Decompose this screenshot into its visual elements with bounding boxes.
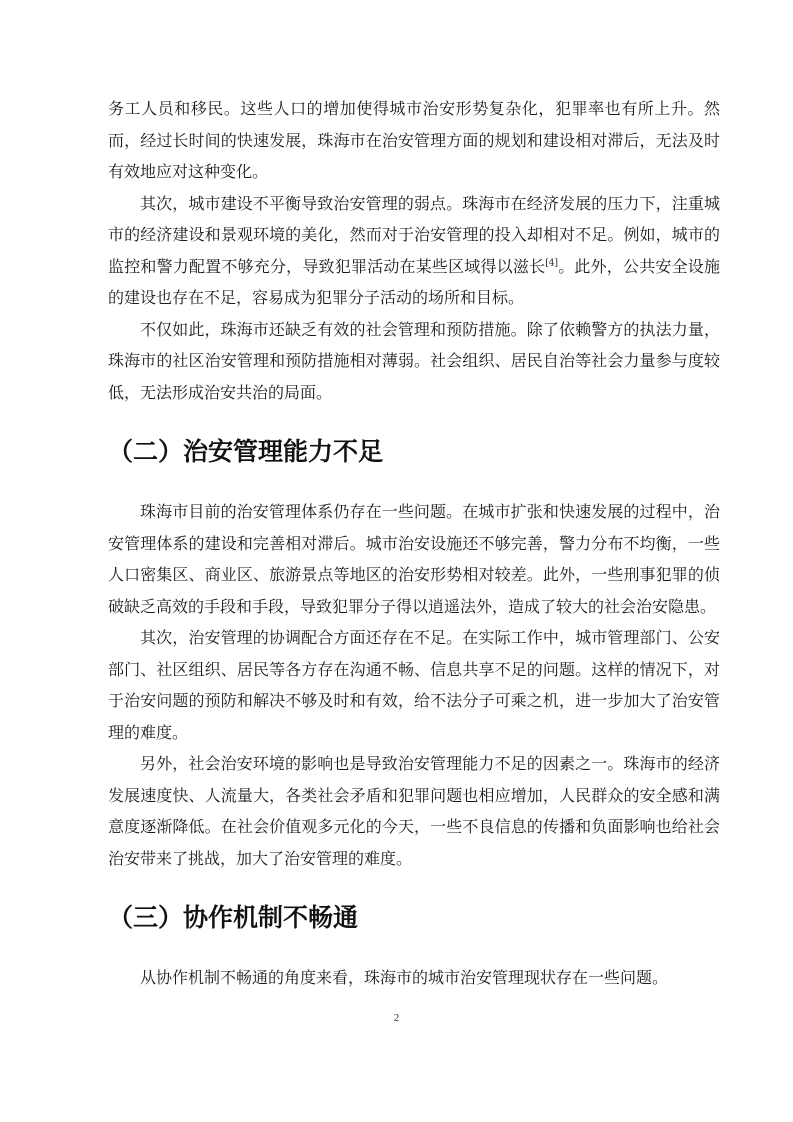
paragraph-continuation: 务工人员和移民。这些人口的增加使得城市治安形势复杂化，犯罪率也有所上升。然而，经过长时间的快速发展，珠海市在治安管理方面的规划和建设相对滞后，无法及时有效地应对这种变化。 [108,99,720,181]
paragraph-social-environment: 另外，社会治安环境的影响也是导致治安管理能力不足的因素之一。珠海市的经济发展速度快、人流量大，各类社会矛盾和犯罪问题也相应增加，人民群众的安全感和满意度逐渐降低。在社会价值观多元化的今天，一些不良信息的传播和负面影响也给社会治安带来了挑战，加大了治安管理的难度。 [108,754,720,868]
section-heading-3: （三）协作机制不畅通 [108,903,359,932]
page-number: 2 [393,1012,400,1024]
paragraph-management-system: 珠海市目前的治安管理体系仍存在一些问题。在城市扩张和快速发展的过程中，治安管理体系的建设和完善相对滞后。城市治安设施还不够完善，警力分布不均衡，一些人口密集区、商业区、旅游景点等地区的治安形势相对较差。此外，一些刑事犯罪的侦破缺乏高效的手段和手段，导致犯罪分子得以逍遥法外，造成了较大的社会治安隐患。 [108,502,720,616]
paragraph-text: 。此外，公共安全设施的建设也存在不足，容易成为犯罪分子活动的场所和目标。 [108,256,720,307]
section-heading-2: （二）治安管理能力不足 [108,437,384,466]
section-2-paragraphs [108,496,720,874]
section-3-paragraphs [108,962,720,994]
paragraph-text: 其次，城市建设不平衡导致治安管理的弱点。珠海市在经济发展的压力下，注重城市的经济建设和景观环境的美化，然而对于治安管理的投入却相对不足。例如，城市的监控和警力配置不够充分，导致犯罪活动在某些区域得以滋长 [108,193,720,276]
paragraph-urban-imbalance [108,188,720,314]
citation-reference[interactable]: [4] [545,258,559,269]
paragraph-social-management: 不仅如此，珠海市还缺乏有效的社会管理和预防措施。除了依赖警方的执法力量，珠海市的社区治安管理和预防措施相对薄弱。社会组织、居民自治等社会力量参与度较低，无法形成治安共治的局面。 [108,319,720,402]
paragraph-coordination: 其次，治安管理的协调配合方面还存在不足。在实际工作中，城市管理部门、公安部门、社区组织、居民等各方存在沟通不畅、信息共享不足的问题。这样的情况下，对于治安问题的预防和解决不够及时和有效，给不法分子可乘之机，进一步加大了治安管理的难度。 [108,628,720,742]
paragraph-collaboration: 从协作机制不畅通的角度来看，珠海市的城市治安管理现状存在一些问题。 [140,968,669,987]
intro-paragraphs [108,93,720,408]
